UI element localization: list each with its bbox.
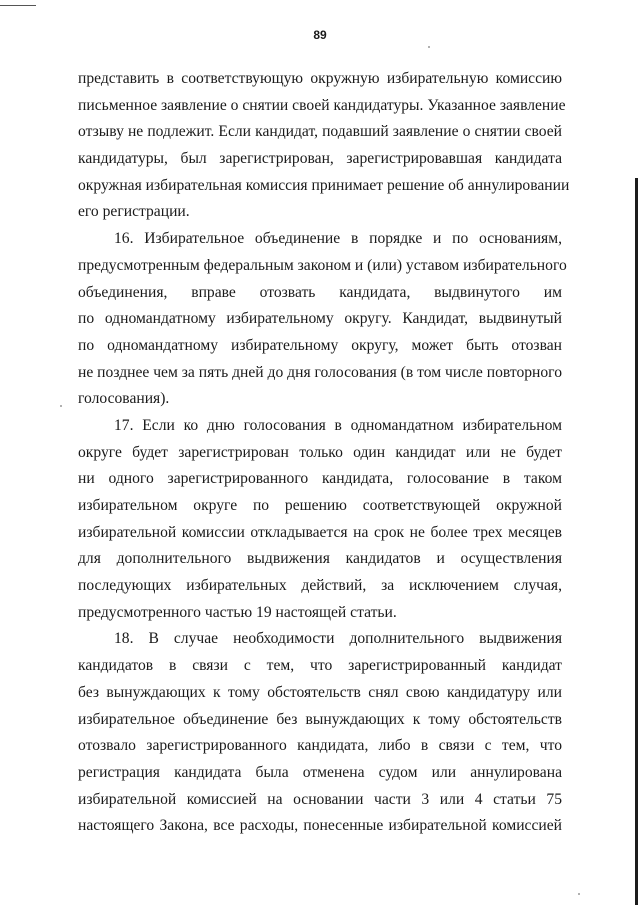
text-line: представить в соответствующую окружную избирательную комиссию bbox=[78, 70, 562, 87]
text-line: отзыву не подлежит. Если кандидат, подавший заявление о снятии своей bbox=[78, 123, 562, 141]
document-body bbox=[78, 66, 570, 840]
scan-speck bbox=[578, 893, 580, 895]
text-line: ни одного зарегистрированного кандидата, голосование в таком bbox=[78, 470, 562, 488]
text-line: голосования). bbox=[78, 390, 170, 408]
text-line: настоящего Закона, все расходы, понесенные избирательной комиссией bbox=[78, 817, 562, 835]
text-line: окружная избирательная комиссия принимает решение об аннулировании bbox=[78, 176, 570, 194]
text-line: без вынуждающих к тому обстоятельств снял свою кандидатуру или bbox=[78, 683, 562, 701]
text-line: объединения, вправе отозвать кандидата, выдвинутого им bbox=[78, 283, 562, 301]
scan-edge-shadow bbox=[635, 178, 638, 905]
scan-speck bbox=[60, 405, 62, 407]
text-line: по одномандатному избирательному округу. Кандидат, выдвинутый bbox=[78, 310, 562, 328]
paragraph-17-start: 17. Если ко дню голосования в одномандатном избирательном bbox=[114, 416, 562, 434]
text-line: предусмотренного частью 19 настоящей статьи. bbox=[78, 603, 397, 621]
text-line: избирательной комиссии откладывается на срок не более трех месяцев bbox=[78, 523, 562, 541]
scan-corner-mark bbox=[0, 5, 36, 6]
text-line: отозвало зарегистрированного кандидата, либо в связи с тем, что bbox=[78, 737, 562, 755]
text-line: последующих избирательных действий, за исключением случая, bbox=[78, 577, 562, 595]
text-line: его регистрации. bbox=[78, 203, 190, 221]
text-line: не позднее чем за пять дней до дня голосования (в том числе повторного bbox=[78, 363, 562, 381]
text-line: по одномандатному избирательному округу, может быть отозван bbox=[78, 336, 562, 354]
text-line: избирательное объединение без вынуждающих к тому обстоятельств bbox=[78, 710, 562, 728]
text-line: предусмотренным федеральным законом и (или) уставом избирательного bbox=[78, 256, 567, 274]
text-line: округе будет зарегистрирован только один кандидат или не будет bbox=[78, 443, 562, 461]
text-line: письменное заявление о снятии своей кандидатуры. Указанное заявление bbox=[78, 96, 566, 114]
page-number: 89 bbox=[313, 28, 327, 42]
scan-speck bbox=[428, 46, 430, 48]
text-line: избирательной комиссией на основании части 3 или 4 статьи 75 bbox=[78, 790, 562, 808]
text-line: регистрация кандидата была отменена судом или аннулирована bbox=[78, 763, 562, 781]
text-line: для дополнительного выдвижения кандидатов и осуществления bbox=[78, 550, 562, 568]
text-line: избирательном округе по решению соответствующей окружной bbox=[78, 497, 562, 514]
text-line: кандидатов в связи с тем, что зарегистрированный кандидат bbox=[78, 657, 562, 675]
paragraph-16-start: 16. Избирательное объединение в порядке и по основаниям, bbox=[114, 230, 562, 248]
paragraph-18-start: 18. В случае необходимости дополнительного выдвижения bbox=[114, 630, 562, 648]
text-line: кандидатуры, был зарегистрирован, зарегистрировавшая кандидата bbox=[78, 150, 562, 168]
